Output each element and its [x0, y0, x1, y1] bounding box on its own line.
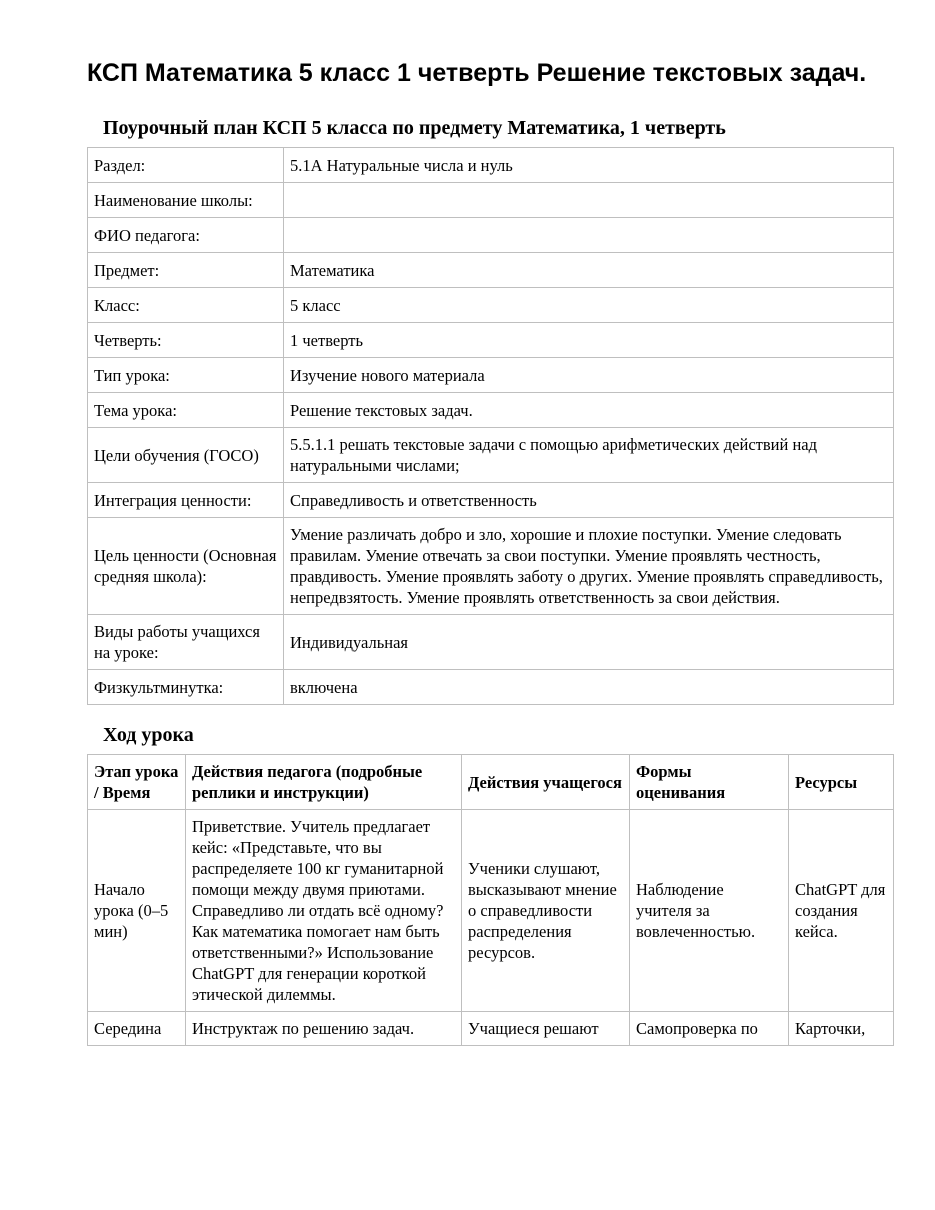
cell-teacher-actions: Приветствие. Учитель предлагает кейс: «Представьте, что вы распределяете 100 кг гуманитарной помощи между двумя приютами. Справедливо ли отдать всё одному? Как математика помогает нам быть ответственными?» Использование ChatGPT для генерации короткой этической дилеммы.	[186, 810, 462, 1012]
plan-heading: Поурочный план КСП 5 класса по предмету Математика, 1 четверть	[103, 117, 726, 139]
cell-teacher-actions: Инструктаж по решению задач.	[186, 1012, 462, 1046]
row-value: 5.1А Натуральные числа и нуль	[284, 148, 894, 183]
row-value: Индивидуальная	[284, 615, 894, 670]
cell-student-actions: Учащиеся решают	[462, 1012, 630, 1046]
row-label: ФИО педагога:	[88, 218, 284, 253]
cell-student-actions: Ученики слушают, высказывают мнение о справедливости распределения ресурсов.	[462, 810, 630, 1012]
cell-stage: Начало урока (0–5 мин)	[88, 810, 186, 1012]
table-row	[88, 148, 894, 183]
row-label: Класс:	[88, 288, 284, 323]
lesson-plan-table	[87, 147, 894, 705]
row-label: Наименование школы:	[88, 183, 284, 218]
row-value: Умение различать добро и зло, хорошие и плохие поступки. Умение следовать правилам. Умение отвечать за свои поступки. Умение проявлять честность, правдивость. Умение проявлять заботу о других. Умение проявлять справедливость, непредвзятость. Умение проявлять ответственность за свои действия.	[284, 518, 894, 615]
table-row	[88, 810, 894, 1012]
row-label: Физкультминутка:	[88, 670, 284, 705]
row-label: Предмет:	[88, 253, 284, 288]
row-label: Тема урока:	[88, 393, 284, 428]
table-row	[88, 218, 894, 253]
table-row	[88, 183, 894, 218]
row-value	[284, 183, 894, 218]
row-label: Четверть:	[88, 323, 284, 358]
row-value: Справедливость и ответственность	[284, 483, 894, 518]
cell-resources: Карточки,	[789, 1012, 894, 1046]
table-row	[88, 393, 894, 428]
header-student-actions: Действия учащегося	[462, 755, 630, 810]
row-label: Интеграция ценности:	[88, 483, 284, 518]
table-row	[88, 483, 894, 518]
document-title: КСП Математика 5 класс 1 четверть Решение текстовых задач.	[87, 59, 867, 87]
row-label: Цели обучения (ГОСО)	[88, 428, 284, 483]
table-row	[88, 615, 894, 670]
row-label: Раздел:	[88, 148, 284, 183]
header-stage: Этап урока / Время	[88, 755, 186, 810]
table-row	[88, 288, 894, 323]
table-row	[88, 1012, 894, 1046]
table-row	[88, 253, 894, 288]
header-assessment: Формы оценивания	[630, 755, 789, 810]
table-row	[88, 518, 894, 615]
cell-assessment: Наблюдение учителя за вовлеченностью.	[630, 810, 789, 1012]
table-header-row	[88, 755, 894, 810]
table-row	[88, 358, 894, 393]
table-row	[88, 428, 894, 483]
row-label: Виды работы учащихся на уроке:	[88, 615, 284, 670]
cell-assessment: Самопроверка по	[630, 1012, 789, 1046]
row-label: Тип урока:	[88, 358, 284, 393]
table-row	[88, 670, 894, 705]
row-value: 1 четверть	[284, 323, 894, 358]
row-value: 5 класс	[284, 288, 894, 323]
cell-stage: Середина	[88, 1012, 186, 1046]
cell-resources: ChatGPT для создания кейса.	[789, 810, 894, 1012]
row-value	[284, 218, 894, 253]
row-value: Математика	[284, 253, 894, 288]
header-teacher-actions: Действия педагога (подробные реплики и инструкции)	[186, 755, 462, 810]
lesson-progress-table	[87, 754, 894, 1046]
row-value: включена	[284, 670, 894, 705]
header-resources: Ресурсы	[789, 755, 894, 810]
row-value: Изучение нового материала	[284, 358, 894, 393]
row-value: 5.5.1.1 решать текстовые задачи с помощью арифметических действий над натуральными числами;	[284, 428, 894, 483]
row-label: Цель ценности (Основная средняя школа):	[88, 518, 284, 615]
row-value: Решение текстовых задач.	[284, 393, 894, 428]
lesson-progress-heading: Ход урока	[103, 724, 194, 746]
document-page	[87, 58, 893, 1046]
table-row	[88, 323, 894, 358]
